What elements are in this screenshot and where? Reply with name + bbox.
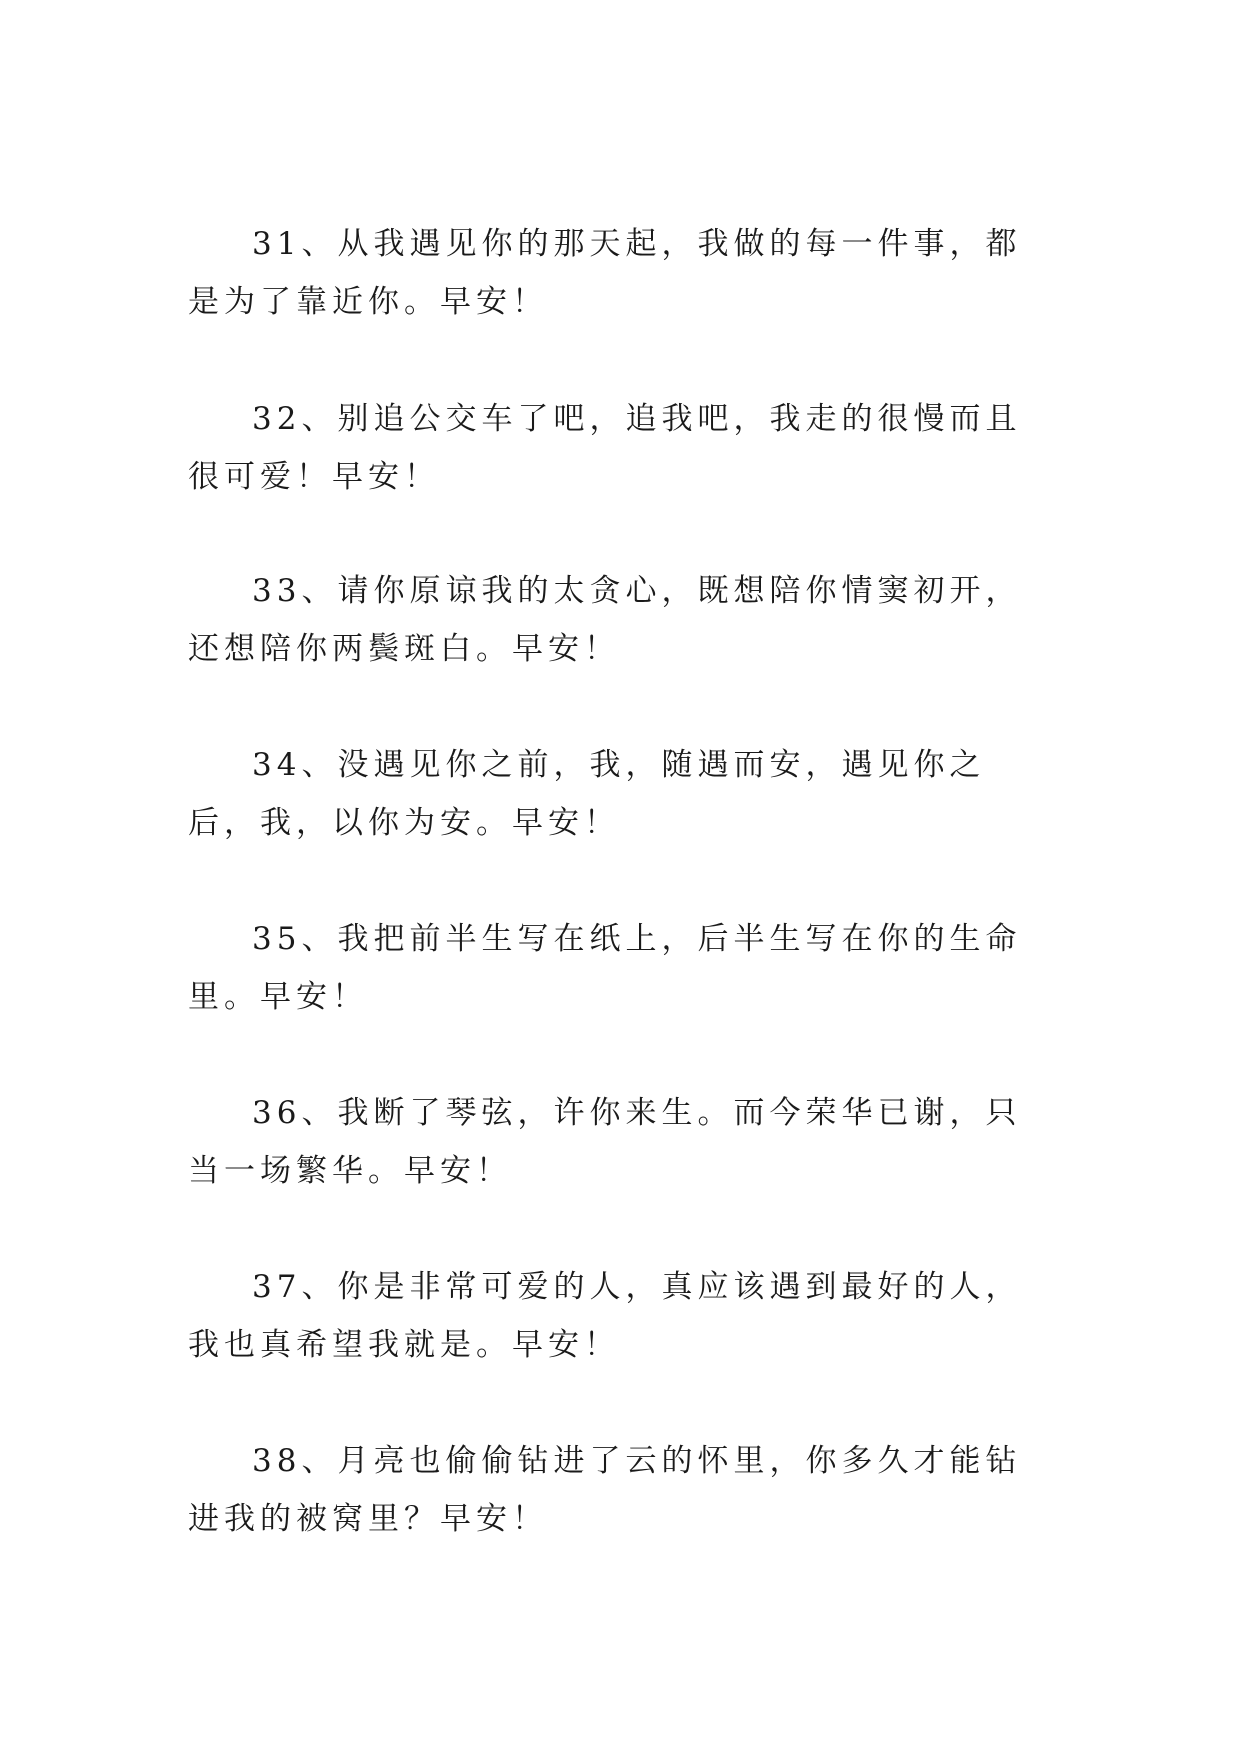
paragraph-33: 33、请你原谅我的太贪心，既想陪你情窦初开，还想陪你两鬓斑白。早安！ [188, 573, 1022, 667]
paragraph-38: 38、月亮也偷偷钻进了云的怀里，你多久才能钻进我的被窝里？早安！ [188, 1443, 1022, 1537]
paragraph-32: 32、别追公交车了吧，追我吧，我走的很慢而且很可爱！早安！ [188, 401, 1022, 495]
paragraph-36: 36、我断了琴弦，许你来生。而今荣华已谢，只当一场繁华。早安！ [188, 1095, 1022, 1189]
paragraph-37: 37、你是非常可爱的人，真应该遇到最好的人，我也真希望我就是。早安！ [188, 1269, 1022, 1363]
paragraph-35: 35、我把前半生写在纸上，后半生写在你的生命里。早安！ [188, 921, 1022, 1015]
paragraph-34: 34、没遇见你之前，我，随遇而安，遇见你之后，我，以你为安。早安！ [188, 747, 986, 841]
paragraph-31: 31、从我遇见你的那天起，我做的每一件事，都是为了靠近你。早安！ [188, 226, 1022, 320]
